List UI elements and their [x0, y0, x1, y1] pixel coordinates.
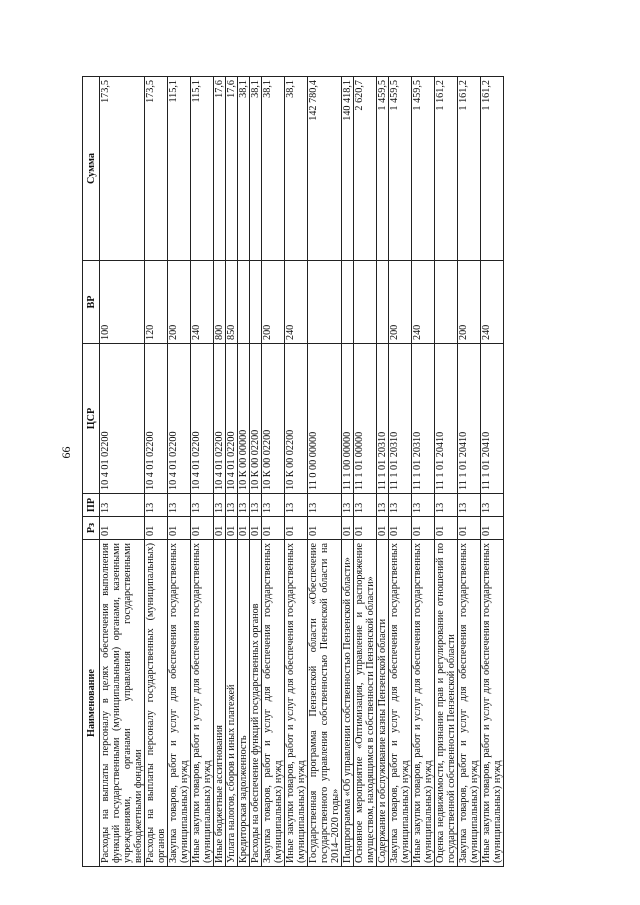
cell-name: Закупка товаров, работ и услуг для обеспечения государственных (муниципальных) нужд	[458, 540, 481, 867]
cell-pr: 13	[238, 494, 250, 517]
cell-csr: 11 1 01 20410	[481, 344, 504, 494]
cell-pr: 13	[458, 494, 481, 517]
cell-sum: 115,1	[191, 77, 214, 261]
table-row	[308, 77, 342, 867]
cell-sum: 17,6	[214, 77, 226, 261]
cell-vr	[377, 261, 389, 344]
cell-rz: 01	[214, 517, 226, 540]
cell-vr: 240	[191, 261, 214, 344]
cell-sum: 2 620,7	[354, 77, 377, 261]
cell-name: Иные закупки товаров, работ и услуг для обеспечения государственных (муниципальных) нужд	[285, 540, 308, 867]
cell-vr	[238, 261, 250, 344]
cell-pr: 13	[342, 494, 354, 517]
cell-rz: 01	[435, 517, 458, 540]
cell-pr: 13	[412, 494, 435, 517]
cell-vr	[354, 261, 377, 344]
cell-sum: 1 161,2	[481, 77, 504, 261]
cell-rz: 01	[481, 517, 504, 540]
cell-name: Расходы на выплаты персоналу в целях обеспечения выполнения функций государственными (муниципальными) органами, казенными учреждениями, органами управления государственными внебюджетными фондами	[100, 540, 145, 867]
cell-rz: 01	[262, 517, 285, 540]
cell-vr: 800	[214, 261, 226, 344]
header-pr: ПР	[83, 494, 100, 517]
cell-pr: 13	[308, 494, 342, 517]
cell-name: Закупка товаров, работ и услуг для обеспечения государственных (муниципальных) нужд	[262, 540, 285, 867]
cell-vr: 120	[145, 261, 168, 344]
cell-vr	[308, 261, 342, 344]
cell-rz: 01	[100, 517, 145, 540]
cell-csr: 10 К 00 02200	[285, 344, 308, 494]
cell-rz: 01	[342, 517, 354, 540]
table-row	[145, 77, 168, 867]
cell-name: Расходы на выплаты персоналу государственных (муниципальных) органов	[145, 540, 168, 867]
cell-vr: 200	[168, 261, 191, 344]
cell-rz: 01	[168, 517, 191, 540]
header-vr: ВР	[83, 261, 100, 344]
table-row	[168, 77, 191, 867]
cell-pr: 13	[481, 494, 504, 517]
table-body	[100, 77, 504, 867]
table-row	[412, 77, 435, 867]
cell-name: Подпрограмма «Об управлении собственностью Пензенской области»	[342, 540, 354, 867]
cell-rz: 01	[226, 517, 238, 540]
cell-csr: 10 4 01 02200	[191, 344, 214, 494]
cell-pr: 13	[214, 494, 226, 517]
cell-sum: 38,1	[238, 77, 250, 261]
cell-sum: 38,1	[262, 77, 285, 261]
table-row	[481, 77, 504, 867]
header-name: Наименование	[83, 540, 100, 867]
cell-rz: 01	[354, 517, 377, 540]
cell-name: Кредиторская задолженность	[238, 540, 250, 867]
cell-csr: 10 4 01 02200	[226, 344, 238, 494]
cell-rz: 01	[458, 517, 481, 540]
cell-sum: 38,1	[250, 77, 262, 261]
cell-pr: 13	[250, 494, 262, 517]
cell-vr: 200	[389, 261, 412, 344]
budget-table	[82, 76, 504, 867]
cell-name: Закупка товаров, работ и услуг для обеспечения государственных (муниципальных) нужд	[168, 540, 191, 867]
page-number: 99	[59, 446, 74, 459]
cell-csr: 11 0 00 00000	[308, 344, 342, 494]
cell-pr: 13	[377, 494, 389, 517]
cell-sum: 1 459,5	[377, 77, 389, 261]
cell-name: Оценка недвижимости, признание прав и регулирование отношений по государственной собственности Пензенской области	[435, 540, 458, 867]
cell-csr: 11 1 01 20310	[412, 344, 435, 494]
cell-csr: 10 К 00 00000	[238, 344, 250, 494]
cell-csr: 11 1 00 00000	[342, 344, 354, 494]
table-row	[226, 77, 238, 867]
cell-sum: 1 161,2	[435, 77, 458, 261]
cell-pr: 13	[435, 494, 458, 517]
cell-csr: 10 К 00 02200	[262, 344, 285, 494]
cell-vr: 200	[458, 261, 481, 344]
table-row	[191, 77, 214, 867]
cell-rz: 01	[389, 517, 412, 540]
table-row	[354, 77, 377, 867]
cell-pr: 13	[145, 494, 168, 517]
cell-sum: 17,6	[226, 77, 238, 261]
cell-pr: 13	[285, 494, 308, 517]
cell-pr: 13	[389, 494, 412, 517]
cell-name: Иные бюджетные ассигнования	[214, 540, 226, 867]
cell-sum: 1 459,5	[412, 77, 435, 261]
rotated-table-container	[82, 77, 608, 867]
table-header-row	[83, 77, 100, 867]
cell-pr: 13	[191, 494, 214, 517]
cell-vr: 240	[285, 261, 308, 344]
cell-rz: 01	[377, 517, 389, 540]
table-row	[377, 77, 389, 867]
cell-vr: 200	[262, 261, 285, 344]
cell-name: Основное мероприятие «Оптимизация, управление и распоряжение имуществом, находящимся в собственности Пензенской области»	[354, 540, 377, 867]
cell-sum: 115,1	[168, 77, 191, 261]
cell-rz: 01	[412, 517, 435, 540]
table-row	[250, 77, 262, 867]
cell-vr: 850	[226, 261, 238, 344]
cell-csr: 10 4 01 02200	[145, 344, 168, 494]
cell-csr: 10 4 01 02200	[214, 344, 226, 494]
table-row	[458, 77, 481, 867]
cell-csr: 11 1 01 20310	[377, 344, 389, 494]
cell-vr: 240	[481, 261, 504, 344]
cell-name: Содержание и обслуживание казны Пензенской области	[377, 540, 389, 867]
cell-rz: 01	[238, 517, 250, 540]
cell-sum: 1 459,5	[389, 77, 412, 261]
cell-pr: 13	[100, 494, 145, 517]
cell-vr: 100	[100, 261, 145, 344]
cell-csr: 10 К 00 02200	[250, 344, 262, 494]
cell-sum: 1 161,2	[458, 77, 481, 261]
cell-sum: 173,5	[145, 77, 168, 261]
cell-csr: 11 1 01 00000	[354, 344, 377, 494]
cell-rz: 01	[191, 517, 214, 540]
cell-sum: 38,1	[285, 77, 308, 261]
cell-rz: 01	[308, 517, 342, 540]
cell-csr: 11 1 01 20410	[435, 344, 458, 494]
table-row	[100, 77, 145, 867]
table-row	[262, 77, 285, 867]
cell-csr: 10 4 01 02200	[168, 344, 191, 494]
table-row	[285, 77, 308, 867]
cell-vr	[435, 261, 458, 344]
cell-vr	[250, 261, 262, 344]
cell-vr	[342, 261, 354, 344]
cell-sum: 140 418,1	[342, 77, 354, 261]
cell-name: Иные закупки товаров, работ и услуг для обеспечения государственных (муниципальных) нужд	[412, 540, 435, 867]
table-row	[389, 77, 412, 867]
cell-sum: 142 780,4	[308, 77, 342, 261]
cell-vr: 240	[412, 261, 435, 344]
table-row	[238, 77, 250, 867]
cell-pr: 13	[168, 494, 191, 517]
table-row	[342, 77, 354, 867]
cell-pr: 13	[262, 494, 285, 517]
cell-name: Расходы на обеспечение функций государственных органов	[250, 540, 262, 867]
cell-sum: 173,5	[100, 77, 145, 261]
cell-rz: 01	[250, 517, 262, 540]
table-row	[214, 77, 226, 867]
cell-csr: 10 4 01 02200	[100, 344, 145, 494]
cell-name: Иные закупки товаров, работ и услуг для обеспечения государственных (муниципальных) нужд	[191, 540, 214, 867]
cell-name: Иные закупки товаров, работ и услуг для обеспечения государственных (муниципальных) нужд	[481, 540, 504, 867]
cell-pr: 13	[354, 494, 377, 517]
table-row	[435, 77, 458, 867]
cell-csr: 11 1 01 20310	[389, 344, 412, 494]
header-sum: Сумма	[83, 77, 100, 261]
cell-rz: 01	[145, 517, 168, 540]
header-csr: ЦСР	[83, 344, 100, 494]
cell-name: Закупка товаров, работ и услуг для обеспечения государственных (муниципальных) нужд	[389, 540, 412, 867]
cell-name: Государственная программа Пензенской области «Обеспечение государственного управления собственностью Пензенской области на 2014–2020 годы»	[308, 540, 342, 867]
cell-rz: 01	[285, 517, 308, 540]
cell-name: Уплата налогов, сборов и иных платежей	[226, 540, 238, 867]
cell-csr: 11 1 01 20410	[458, 344, 481, 494]
cell-pr: 13	[226, 494, 238, 517]
header-rz: Рз	[83, 517, 100, 540]
